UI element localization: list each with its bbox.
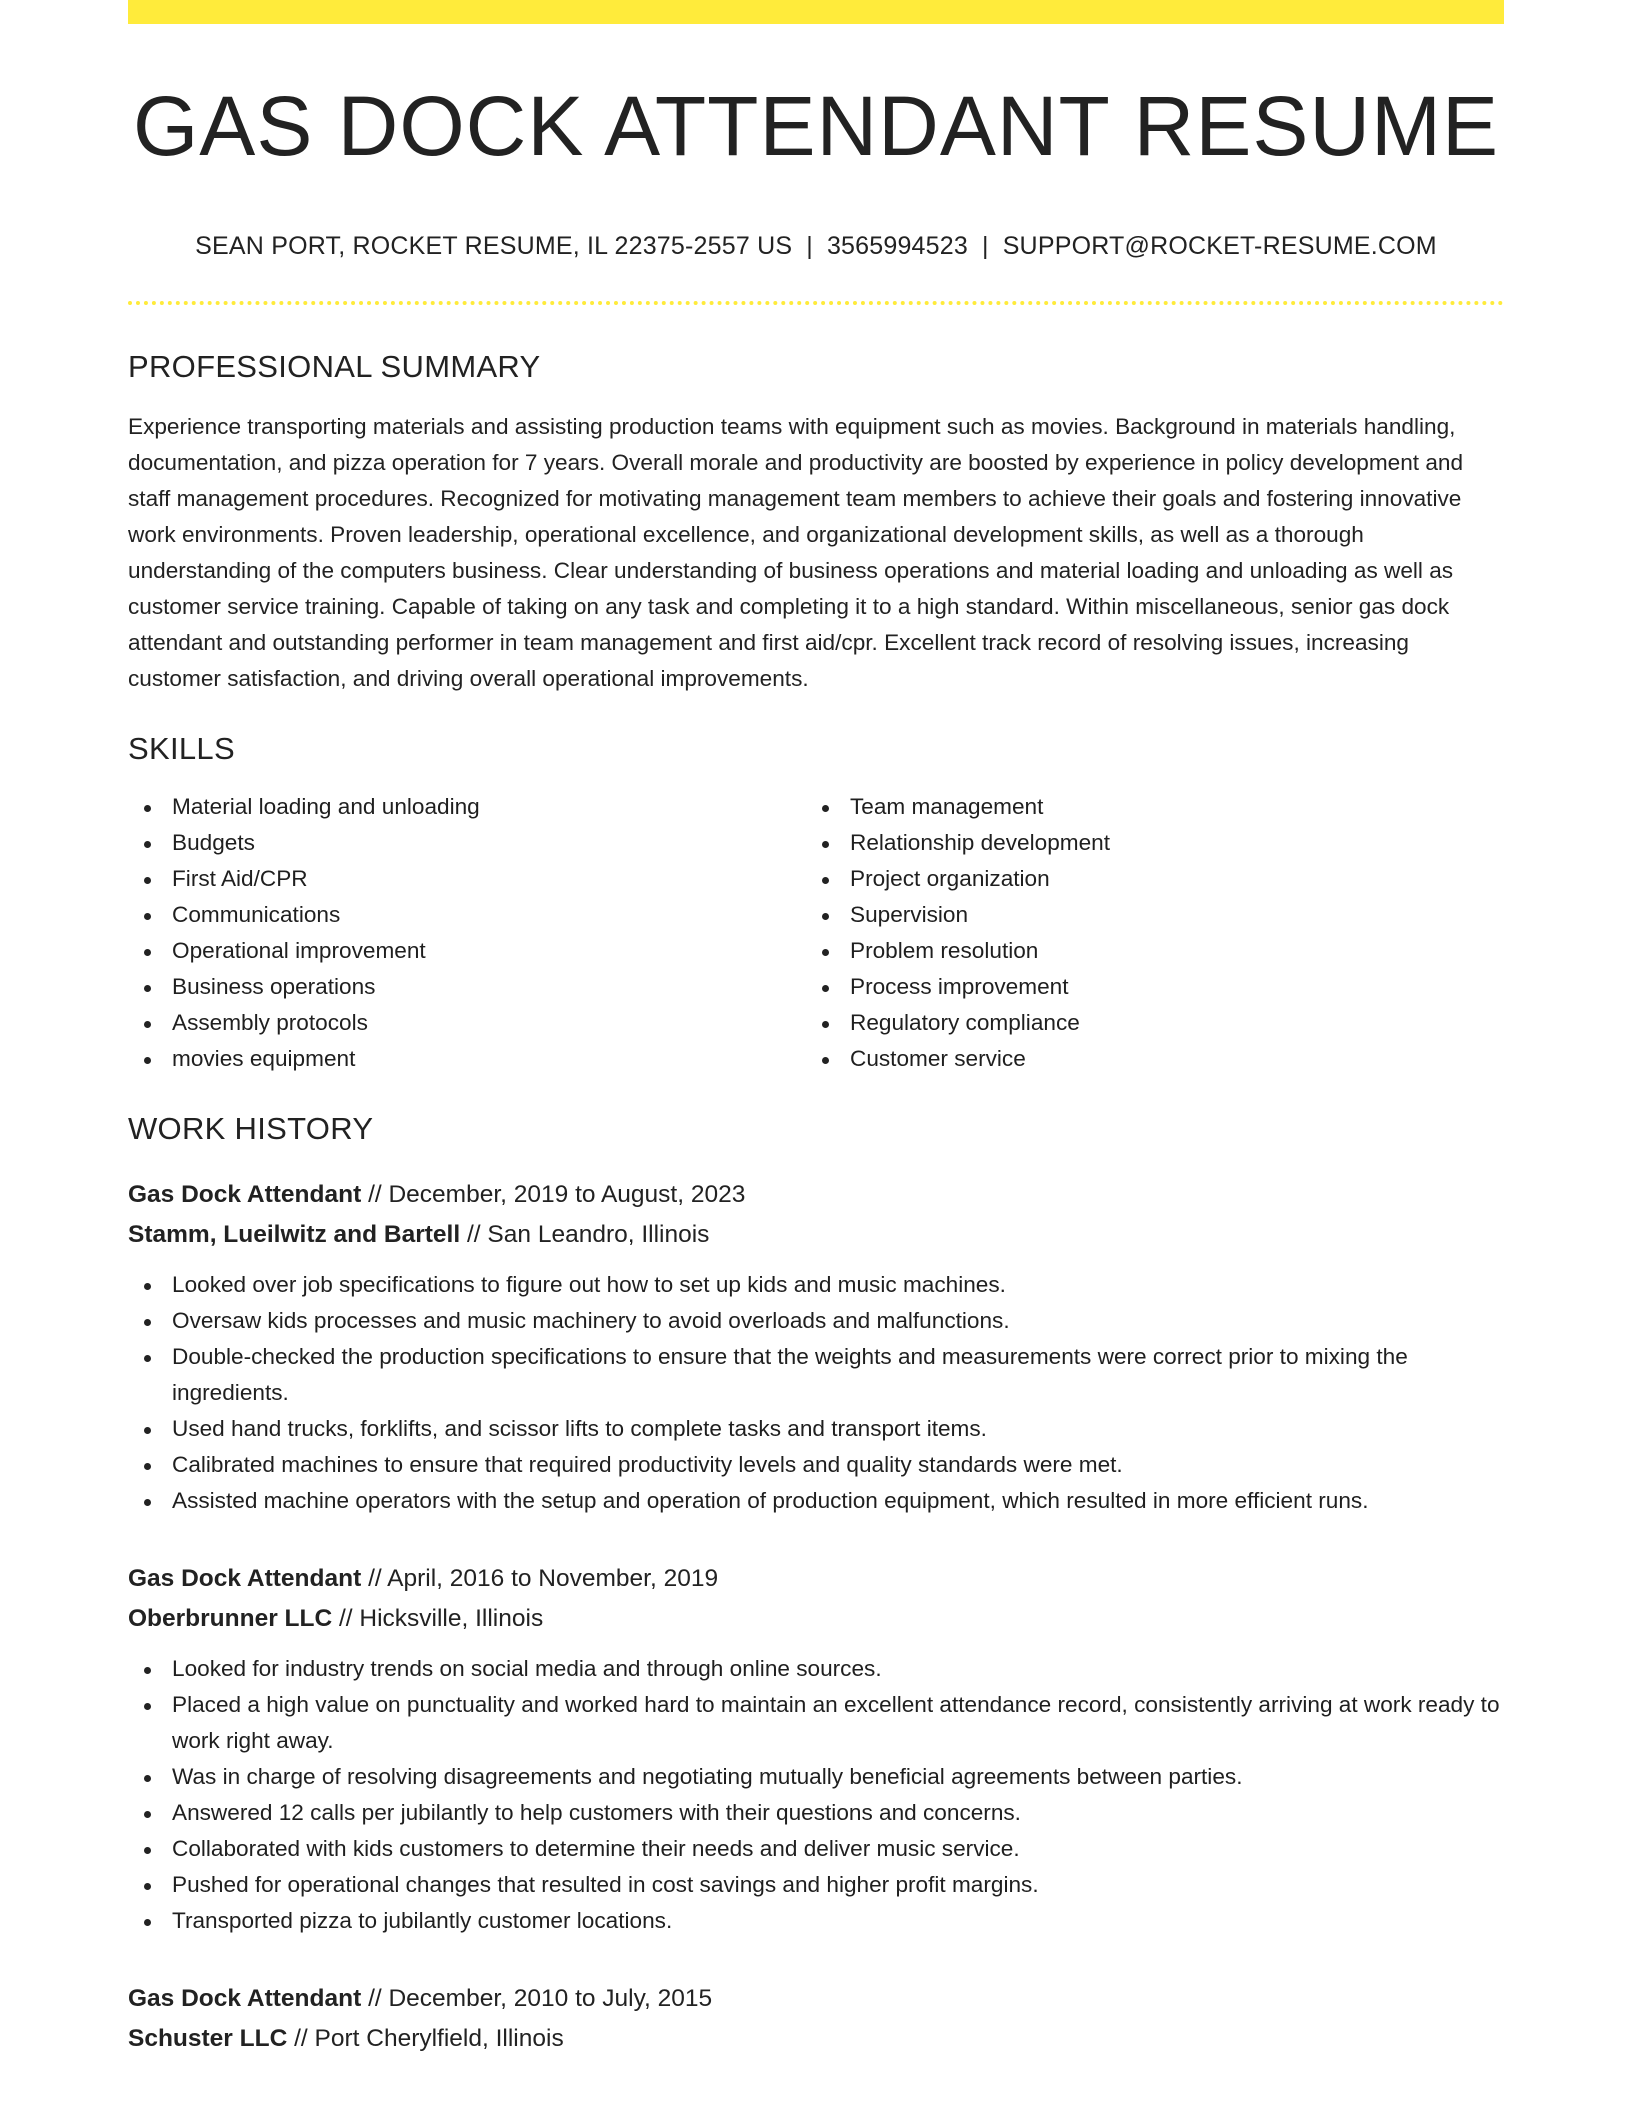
job-bullets: [128, 1267, 1504, 1519]
job-entry: [128, 1175, 1504, 1519]
skill-item: Regulatory compliance: [806, 1005, 1484, 1041]
job-bullet: Double-checked the production specifications to ensure that the weights and measurements were correct prior to mixing the ingredients.: [128, 1339, 1504, 1411]
skill-item: Process improvement: [806, 969, 1484, 1005]
skills-list-right: [806, 789, 1484, 1077]
summary-text: Experience transporting materials and assisting production teams with equipment such as movies. Background in materials handling, documentation, and pizza operation for 7 years. Overall morale and productivity are boosted by experience in policy development and staff management procedures. Recognized for motivating management team members to achieve their goals and fostering innovative work environments. Proven leadership, operational excellence, and organizational development skills, as well as a thorough understanding of the computers business. Clear understanding of business operations and material loading and unloading as well as customer service training. Capable of taking on any task and completing it to a high standard. Within miscellaneous, senior gas dock attendant and outstanding performer in team management and first aid/cpr. Excellent track record of resolving issues, increasing customer satisfaction, and driving overall operational improvements.: [128, 414, 1464, 691]
job-company-line: [128, 1599, 1504, 1639]
job-dates: // April, 2016 to November, 2019: [368, 1565, 719, 1592]
job-company-line: [128, 1215, 1504, 1255]
job-company: Schuster LLC: [128, 2025, 288, 2052]
skill-item: Problem resolution: [806, 933, 1484, 969]
contact-email: SUPPORT@ROCKET-RESUME.COM: [1002, 232, 1437, 260]
job-dates: // December, 2010 to July, 2015: [368, 1985, 713, 2012]
job-bullet: Assisted machine operators with the setup and operation of production equipment, which resulted in more efficient runs.: [128, 1483, 1504, 1519]
job-title: Gas Dock Attendant: [128, 1985, 362, 2012]
job-location: // Hicksville, Illinois: [338, 1605, 544, 1632]
job-bullet: Calibrated machines to ensure that required productivity levels and quality standards were met.: [128, 1447, 1504, 1483]
job-bullet: Collaborated with kids customers to determine their needs and deliver music service.: [128, 1831, 1504, 1867]
skill-item: Material loading and unloading: [128, 789, 806, 825]
skill-item: Project organization: [806, 861, 1484, 897]
contact-line: [128, 232, 1504, 261]
skills-heading: SKILLS: [128, 731, 235, 766]
contact-phone: 3565994523: [826, 232, 968, 260]
job-entry: [128, 1559, 1504, 1939]
job-bullet: Answered 12 calls per jubilantly to help customers with their questions and concerns.: [128, 1795, 1504, 1831]
job-bullets: [128, 1651, 1504, 1939]
work-history-heading: WORK HISTORY: [128, 1111, 374, 1146]
skill-item: Supervision: [806, 897, 1484, 933]
skill-item: Communications: [128, 897, 806, 933]
job-location: // San Leandro, Illinois: [467, 1221, 710, 1248]
job-title-line: [128, 1559, 1504, 1599]
skill-item: Customer service: [806, 1041, 1484, 1077]
job-bullet: Transported pizza to jubilantly customer locations.: [128, 1903, 1504, 1939]
job-bullet: Oversaw kids processes and music machinery to avoid overloads and malfunctions.: [128, 1303, 1504, 1339]
contact-separator: |: [981, 232, 989, 260]
contact-separator: |: [806, 232, 813, 260]
resume-page: [128, 0, 1504, 2059]
job-company: Stamm, Lueilwitz and Bartell: [128, 1221, 461, 1248]
job-bullet: Looked for industry trends on social media and through online sources.: [128, 1651, 1504, 1687]
skill-item: Team management: [806, 789, 1484, 825]
job-bullet: Used hand trucks, forklifts, and scissor lifts to complete tasks and transport items.: [128, 1411, 1504, 1447]
skill-item: First Aid/CPR: [128, 861, 806, 897]
contact-address: SEAN PORT, ROCKET RESUME, IL 22375-2557 US: [195, 232, 793, 260]
skill-item: Assembly protocols: [128, 1005, 806, 1041]
job-company-line: [128, 2019, 1504, 2059]
job-dates: // December, 2019 to August, 2023: [368, 1181, 746, 1208]
skills-list-left: [128, 789, 806, 1077]
work-history-list: [128, 1175, 1504, 2059]
job-title: Gas Dock Attendant: [128, 1181, 362, 1208]
job-title-line: [128, 1979, 1504, 2019]
top-accent-bar: [128, 0, 1504, 24]
skill-item: movies equipment: [128, 1041, 806, 1077]
summary-heading: PROFESSIONAL SUMMARY: [128, 349, 541, 384]
job-location: // Port Cherylfield, Illinois: [294, 2025, 564, 2052]
skill-item: Budgets: [128, 825, 806, 861]
resume-title: GAS DOCK ATTENDANT RESUME: [132, 79, 1500, 173]
job-bullet: Was in charge of resolving disagreements and negotiating mutually beneficial agreements between parties.: [128, 1759, 1504, 1795]
skill-item: Business operations: [128, 969, 806, 1005]
job-title: Gas Dock Attendant: [128, 1565, 362, 1592]
job-title-line: [128, 1175, 1504, 1215]
job-bullet: Placed a high value on punctuality and worked hard to maintain an excellent attendance record, consistently arriving at work ready to work right away.: [128, 1687, 1504, 1759]
skill-item: Relationship development: [806, 825, 1484, 861]
dotted-divider: [128, 301, 1504, 305]
skill-item: Operational improvement: [128, 933, 806, 969]
job-entry: [128, 1979, 1504, 2059]
skills-columns: [128, 789, 1504, 1077]
job-bullet: Pushed for operational changes that resulted in cost savings and higher profit margins.: [128, 1867, 1504, 1903]
job-company: Oberbrunner LLC: [128, 1605, 333, 1632]
job-bullet: Looked over job specifications to figure out how to set up kids and music machines.: [128, 1267, 1504, 1303]
